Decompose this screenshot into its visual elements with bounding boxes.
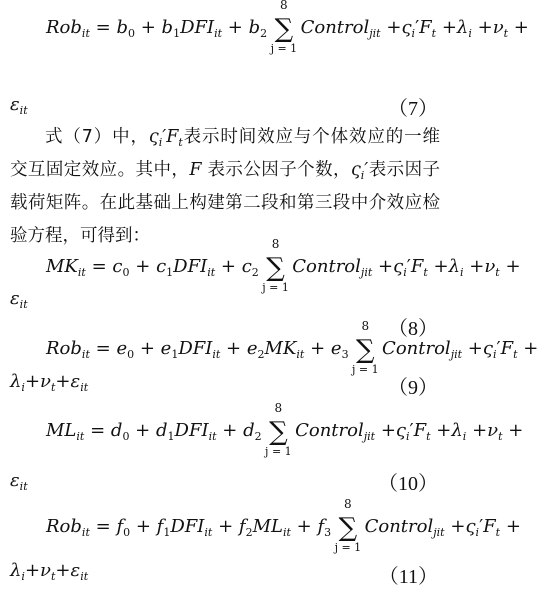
equation-11-number: （11） — [378, 566, 438, 588]
equation-7-line-1: $Rob_{it} = b_0 + b_1DFI_{it} + b_2$ 8 ∑ j = 1 Control$_{jit}$ $+\varsigma_i'F_t +\lambda_i +\nu_t$ + — [46, 0, 529, 55]
equation-10-number: （10） — [378, 473, 438, 495]
summation-sign: 8 ∑ j = 1 — [270, 0, 298, 55]
equation-9-number: （9） — [388, 377, 438, 399]
equation-8-line-2: $\varepsilon_{it}$ — [10, 288, 28, 311]
equation-8-line-1: $MK_{it} = c_0 + c_1DFI_{it} + c_2$ 8 ∑ j = 1 Control$_{jit}$ $+\varsigma_i'F_t +\lambda_i +\nu_t$ + — [46, 237, 521, 294]
body-paragraph: 式（7）中，$\varsigma_i'F_t$表示时间效应与个体效应的一维交互固定效应。其中，F 表示公因子个数，$\varsigma_i'$表示因子载荷矩阵。在此基础上构建第二段和第三段中介效应检验方程，可得到： — [10, 127, 441, 246]
equation-7-line-2: $\varepsilon_{it}$ — [10, 94, 28, 117]
summation-sign: 8 ∑ j = 1 — [334, 497, 362, 554]
equation-7-number: （7） — [388, 98, 438, 120]
equation-8-number: （8） — [388, 318, 438, 340]
varsigma-symbol: $\varsigma_i'$ — [350, 160, 369, 182]
summation-sign: 8 ∑ j = 1 — [262, 237, 289, 294]
equation-11-line-1: $Rob_{it} = f_0 + f_1DFI_{it} + f_2ML_{it} + f_3$ 8 ∑ j = 1 Control$_{jit}$ $+\varsigma_i'F_t$ + — [46, 497, 521, 554]
varsigma-f-symbol: $\varsigma_i'F_t$ — [148, 127, 183, 149]
equation-11-line-2: $\lambda_i+\nu_t+\varepsilon_{it}$ — [10, 560, 89, 583]
summation-sign: 8 ∑ j = 1 — [352, 319, 379, 376]
summation-sign: 8 ∑ j = 1 — [265, 401, 292, 458]
equation-10-line-1: $ML_{it} = d_0 + d_1DFI_{it} + d_2$ 8 ∑ j = 1 Control$_{jit}$ $+\varsigma_i'F_t +\lambda_i +\nu_t$ + — [46, 401, 524, 458]
equation-9-line-1: $Rob_{it} = e_0 + e_1DFI_{it} + e_2MK_{it} + e_3$ 8 ∑ j = 1 Control$_{jit}$ $+\varsigma_i'F_t$ + — [46, 319, 538, 376]
equation-9-line-2: $\lambda_i+\nu_t+\varepsilon_{it}$ — [10, 371, 89, 394]
equation-10-line-2: $\varepsilon_{it}$ — [10, 470, 28, 493]
